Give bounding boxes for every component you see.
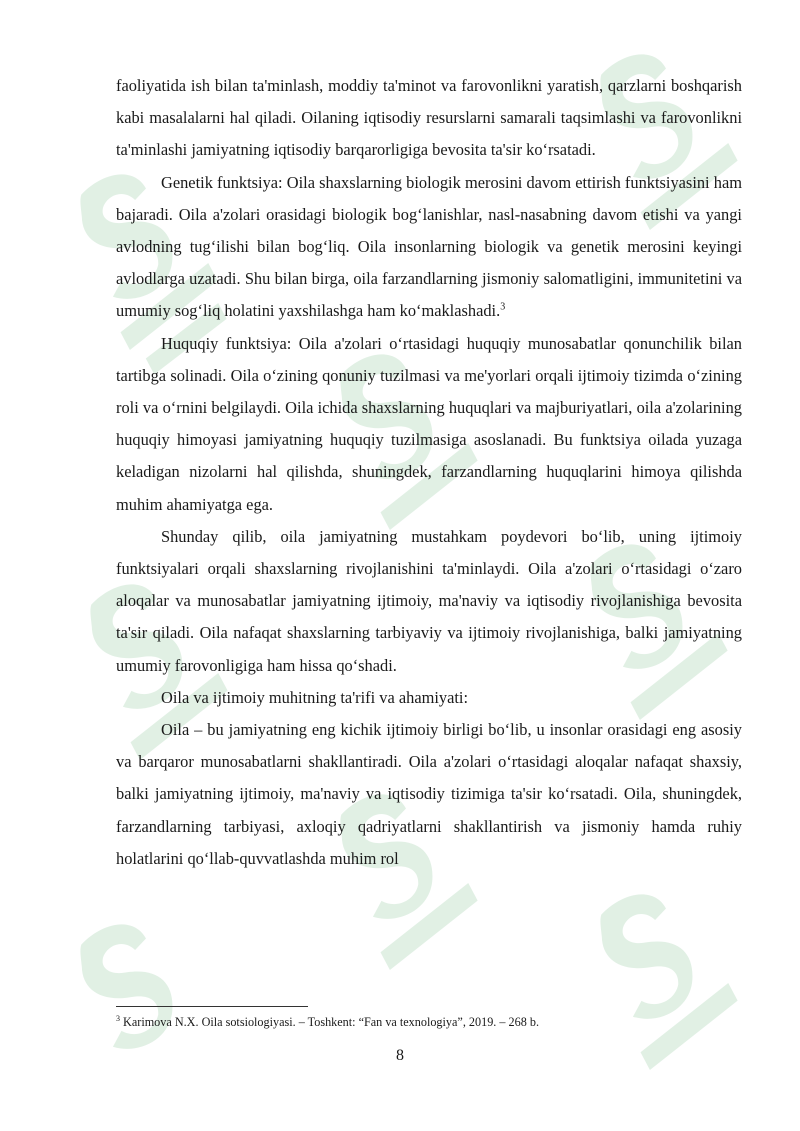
paragraph-genetic-function: Genetik funktsiya: Oila shaxslarning biologik merosini davom ettirish funktsiyasini ham bajaradi. Oila a'zolari orasidagi biologik bog‘lanishlar, nasl-nasabning davom etishi va yangi avlodning tug‘ilishi bilan bog‘liq. Oila insonlarning biologik va genetik merosini keyingi avlodlarga uzatadi. Shu bilan birga, oila farzandlarning jismoniy salomatligini, immunitetini va umumiy sog‘liq holatini yaxshilashga ham ko‘maklashadi.$^3$ [116,172,742,321]
paragraph-family-definition: Oila – bu jamiyatning eng kichik ijtimoiy birligi bo‘lib, u insonlar orasidagi eng asosiy va barqaror munosabatlarni shakllantiradi. Oila a'zolari o‘rtasidagi aloqalar nafaqat shaxsiy, balki jamiyatning ijtimoiy, ma'naviy va iqtisodiy tizimiga ta'sir ko‘rsatadi. Oila, shuningdek, farzandlarning tarbiyasi, axloqiy qadriyatlarni shakllantirish va jismoniy hamda ruhiy holatlarini qo‘llab-quvvatlashda muhim rol [116,720,742,868]
paragraph-economic-continued: faoliyatida ish bilan ta'minlash, moddiy ta'minot va farovonlikni yaratish, qarzlarni boshqarish kabi masalalarni hal qiladi. Oilaning iqtisodiy resurslarni samarali taqsimlashi va farovonlikni ta'minlashi jamiyatning iqtisodiy barqarorligiga bevosita ta'sir ko‘rsatadi. [116,76,742,160]
footnote-reference[interactable]: 3 [500,301,506,313]
page-number: 8 [396,1047,404,1064]
footnote-text: Karimova N.X. Oila sotsiologiyasi. – Toshkent: “Fan va texnologiya”, 2019. – 268 b. [120,1015,539,1029]
paragraph-legal-function: Huquqiy funktsiya: Oila a'zolari o‘rtasidagi huquqiy munosabatlar qonunchilik bilan tartibga solinadi. Oila o‘zining qonuniy tuzilmasi va me'yorlari orqali ijtimoiy tizimda o‘zining roli va o‘rnini belgilaydi. Oila ichida shaxslarning huquqlari va majburiyatlari, oila a'zolarining huquqiy himoyasi jamiyatning huquqiy tuzilmasiga asoslanadi. Bu funktsiya oilada yuzaga keladigan nizolarni hal qilishda, shuningdek, farzandlarning huquqlarini himoya qilishda muhim ahamiyatga ega. [116,333,742,514]
section-heading: Oila va ijtimoiy muhitning ta'rifi va ahamiyati: [161,687,469,707]
watermark-logo-icon [590,870,760,1130]
page-body [116,70,742,875]
footnote-divider [116,1006,308,1007]
footnote [116,1014,742,1030]
paragraph-conclusion: Shunday qilib, oila jamiyatning mustahkam poydevori bo‘lib, uning ijtimoiy funktsiyalari orqali shaxslarning rivojlanishini ta'minlaydi. Oila a'zolari o‘rtasidagi o‘zaro aloqalar va munosabatlar jamiyatning ijtimoiy, ma'naviy va iqtisodiy rivojlanishiga bevosita ta'sir qiladi. Oila nafaqat shaxslarning tarbiyaviy va ijtimoiy rivojlanishiga, balki jamiyatning umumiy farovonligiga ham hissa qo‘shadi. [116,526,742,675]
footnote-marker: 3 [116,1013,120,1023]
